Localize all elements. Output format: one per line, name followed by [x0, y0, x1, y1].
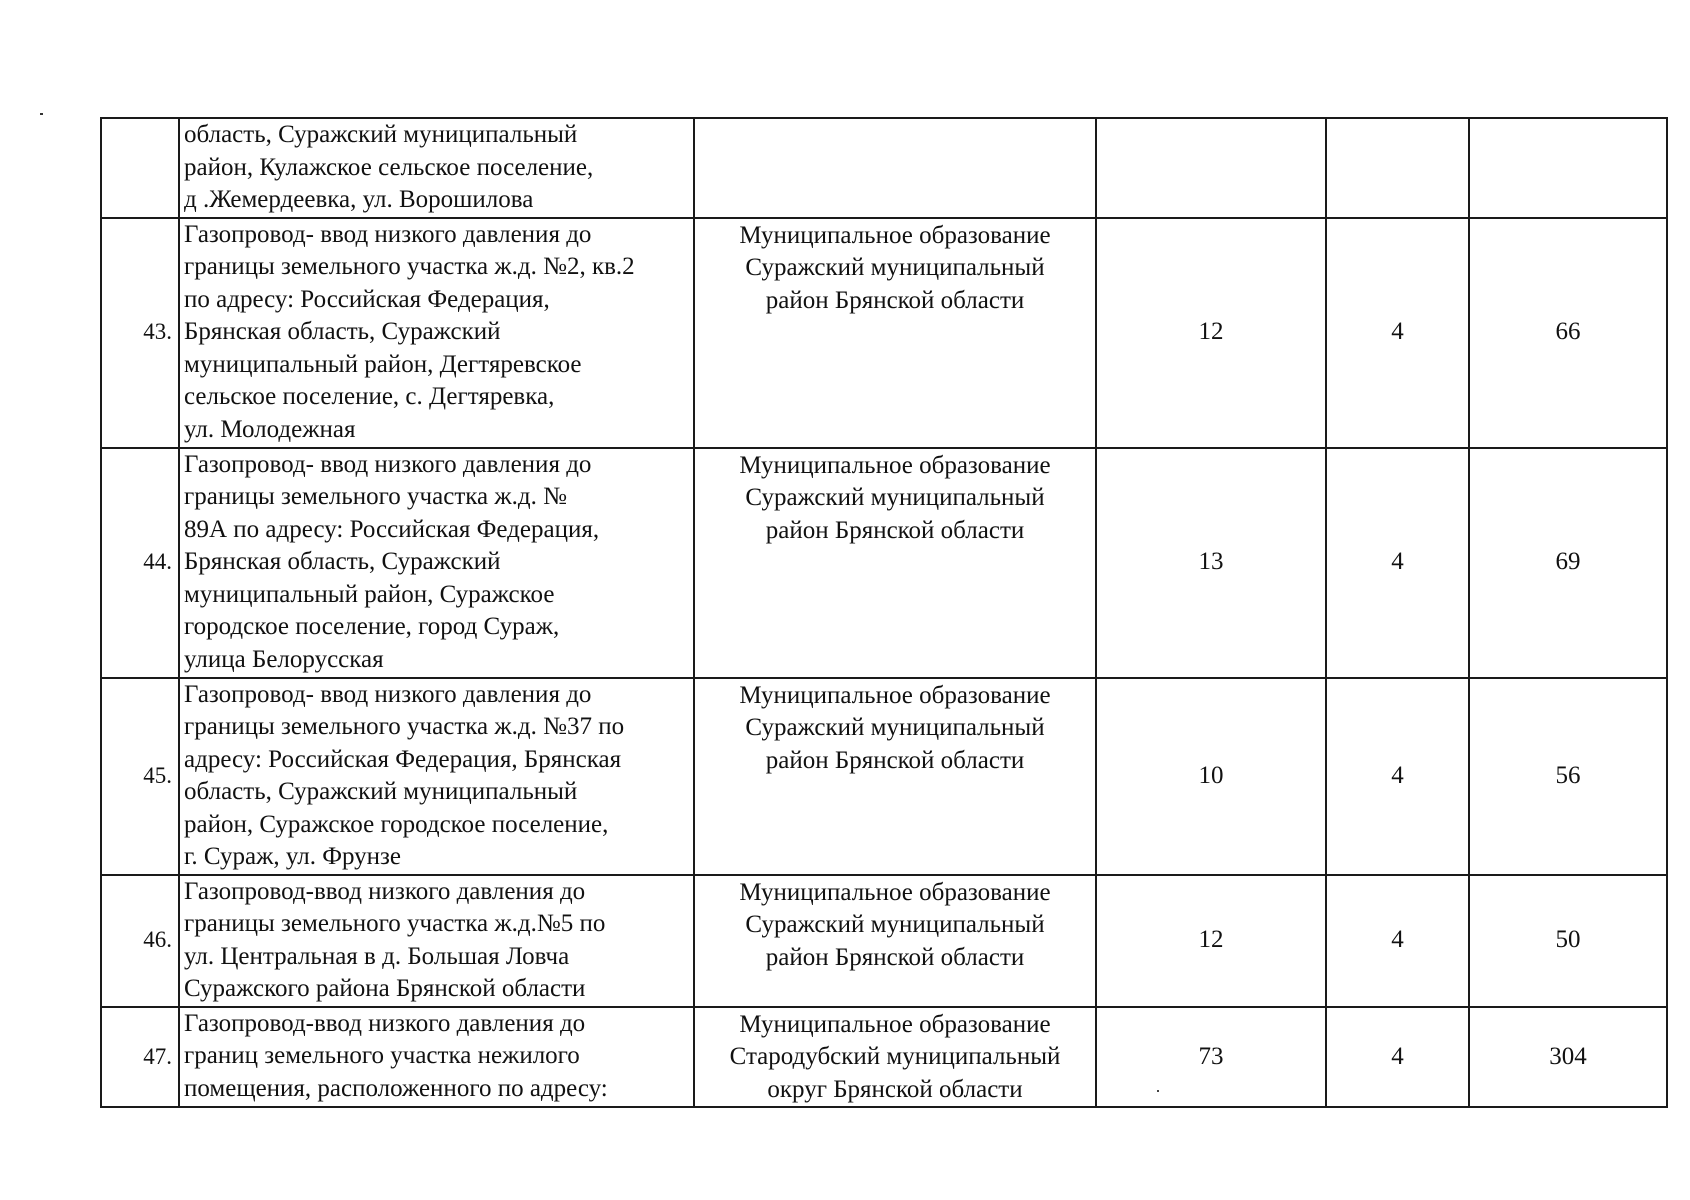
row-number: 44.: [101, 448, 179, 678]
description-line: границ земельного участка нежилого: [184, 1042, 580, 1069]
value-col-2: 4: [1326, 678, 1469, 875]
owner-cell: [694, 875, 1096, 1007]
description-line: сельское поселение, с. Дегтяревка,: [184, 383, 555, 410]
owner-cell: [694, 678, 1096, 875]
owner-line: район Брянской области: [765, 286, 1025, 314]
value-col-1: [1096, 118, 1326, 218]
owner-line: район Брянской области: [765, 746, 1025, 774]
owner-line: Суражский муниципальный: [745, 254, 1045, 281]
description-line: городское поселение, город Сураж,: [184, 613, 560, 640]
description-line: Брянская область, Суражский: [184, 548, 501, 575]
description-line: улица Белорусская: [184, 645, 384, 673]
row-number: 45.: [101, 678, 179, 875]
owner-line: Муниципальное образование: [739, 681, 1051, 709]
row-number: [101, 118, 179, 218]
object-description: [179, 678, 694, 875]
object-description: [179, 118, 694, 218]
object-description: [179, 875, 694, 1007]
owner-cell: [694, 218, 1096, 448]
table-row: [101, 875, 1667, 1007]
row-number: 47.: [101, 1007, 179, 1108]
description-line: Газопровод-ввод низкого давления до: [184, 1009, 586, 1037]
object-description: [179, 448, 694, 678]
description-line: Газопровод- ввод низкого давления до: [184, 220, 592, 248]
value-col-2: 4: [1326, 218, 1469, 448]
object-description: [179, 1007, 694, 1108]
description-line: Газопровод- ввод низкого давления до: [184, 680, 592, 708]
value-col-1: 10: [1096, 678, 1326, 875]
owner-line: район Брянской области: [765, 516, 1025, 544]
description-line: г. Сураж, ул. Фрунзе: [184, 843, 402, 870]
value-col-3: 50: [1469, 875, 1667, 1007]
owner-line: Суражский муниципальный: [745, 714, 1045, 741]
owner-line: округ Брянской области: [767, 1075, 1023, 1103]
value-col-2: [1326, 118, 1469, 218]
table-row: [101, 218, 1667, 448]
description-line: ул. Центральная в д. Большая Ловча: [184, 942, 570, 970]
scan-speck: [40, 113, 43, 115]
owner-cell: [694, 1007, 1096, 1108]
value-col-3: 304: [1469, 1007, 1667, 1108]
value-col-3: 69: [1469, 448, 1667, 678]
value-col-3: 56: [1469, 678, 1667, 875]
value-col-1: 13: [1096, 448, 1326, 678]
description-line: Брянская область, Суражский: [184, 318, 501, 345]
description-line: область, Суражский муниципальный: [184, 778, 578, 805]
value-col-1: 73: [1096, 1007, 1326, 1108]
description-line: границы земельного участка ж.д.№5 по: [184, 910, 606, 937]
owner-line: Муниципальное образование: [739, 878, 1051, 906]
scan-speck: [1157, 1090, 1159, 1092]
description-line: ул. Молодежная: [184, 415, 356, 443]
description-line: границы земельного участка ж.д. №37 по: [184, 713, 625, 740]
owner-cell: [694, 448, 1096, 678]
row-number: 43.: [101, 218, 179, 448]
description-line: муниципальный район, Дегтяревское: [184, 350, 582, 378]
value-col-2: 4: [1326, 1007, 1469, 1108]
value-col-1: 12: [1096, 875, 1326, 1007]
description-line: границы земельного участка ж.д. №: [184, 483, 567, 510]
description-line: муниципальный район, Суражское: [184, 580, 555, 608]
owner-line: Стародубский муниципальный: [729, 1043, 1061, 1070]
description-line: 89А по адресу: Российская Федерация,: [184, 515, 600, 543]
value-col-2: 4: [1326, 875, 1469, 1007]
row-number: 46.: [101, 875, 179, 1007]
description-line: д .Жемердеевка, ул. Ворошилова: [184, 186, 534, 213]
description-line: границы земельного участка ж.д. №2, кв.2: [184, 253, 635, 280]
owner-line: Суражский муниципальный: [745, 484, 1045, 511]
object-description: [179, 218, 694, 448]
description-line: по адресу: Российская Федерация,: [184, 285, 550, 313]
value-col-3: [1469, 118, 1667, 218]
description-line: Газопровод-ввод низкого давления до: [184, 877, 586, 905]
owner-line: Муниципальное образование: [739, 221, 1051, 249]
table-row: [101, 448, 1667, 678]
table-row: [101, 678, 1667, 875]
owner-line: Муниципальное образование: [739, 451, 1051, 479]
table-row: [101, 118, 1667, 218]
description-line: адресу: Российская Федерация, Брянская: [184, 745, 622, 773]
owner-cell: [694, 118, 1096, 218]
description-line: район, Суражское городское поселение,: [184, 810, 609, 838]
description-line: область, Суражский муниципальный: [184, 121, 578, 148]
value-col-3: 66: [1469, 218, 1667, 448]
description-line: район, Кулажское сельское поселение,: [184, 153, 594, 181]
value-col-2: 4: [1326, 448, 1469, 678]
owner-line: район Брянской области: [765, 943, 1025, 971]
owner-line: Суражский муниципальный: [745, 911, 1045, 938]
description-line: Суражского района Брянской области: [184, 975, 586, 1002]
table-row: [101, 1007, 1667, 1108]
owner-line: Муниципальное образование: [739, 1010, 1051, 1038]
value-col-1: 12: [1096, 218, 1326, 448]
description-line: помещения, расположенного по адресу:: [184, 1074, 608, 1102]
registry-table: [100, 117, 1668, 1108]
description-line: Газопровод- ввод низкого давления до: [184, 450, 592, 478]
